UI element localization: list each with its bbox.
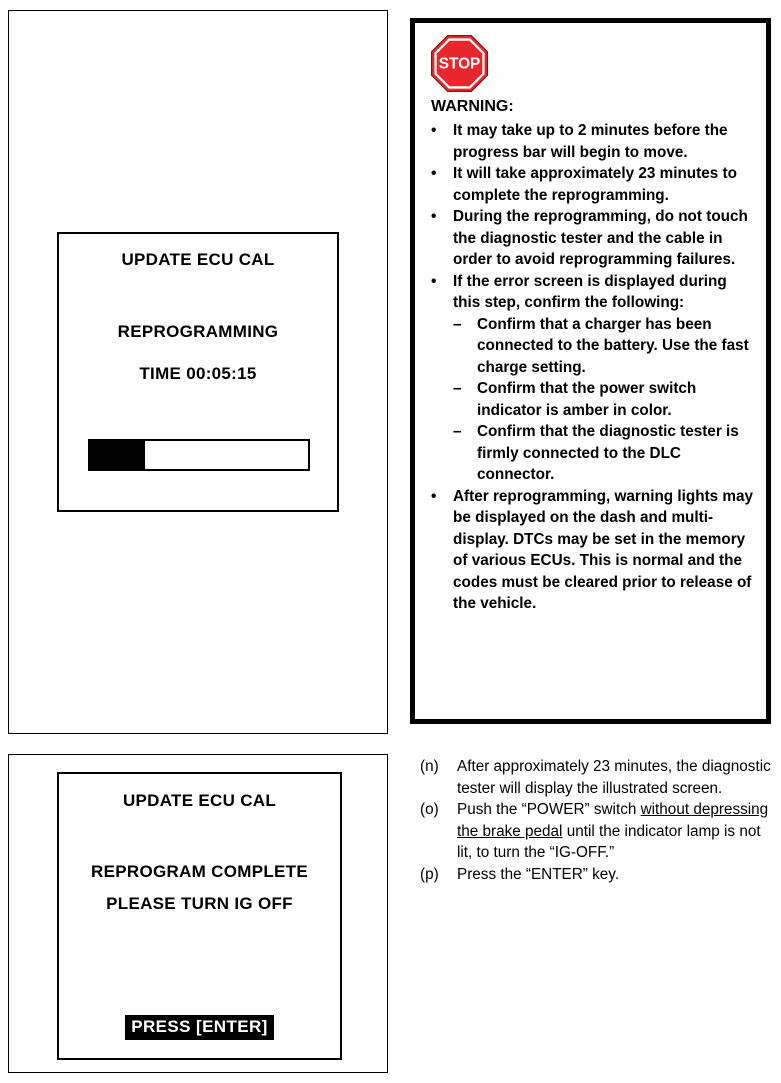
tester-screen-complete xyxy=(57,772,342,1060)
warning-bullet-text: It may take up to 2 minutes before the progress bar will begin to move. xyxy=(453,122,728,161)
screen2-line1: REPROGRAM COMPLETE xyxy=(91,862,308,881)
warning-box xyxy=(410,18,771,724)
tester-screen-reprogramming xyxy=(57,232,339,512)
bullet-marker: • xyxy=(431,272,437,290)
bullet-marker: • xyxy=(431,165,437,182)
warning-subitem xyxy=(453,314,758,379)
step-n xyxy=(420,756,772,799)
dash-marker: – xyxy=(453,423,462,440)
screen1-time: TIME 00:05:15 xyxy=(139,364,257,383)
warning-bullet-text: It will take approximately 23 minutes to complete the reprogramming. xyxy=(453,165,737,204)
bullet-marker: • xyxy=(431,122,437,139)
warning-subitem-text: Confirm that a charger has been connected to the battery. Use the fast charge setting. xyxy=(477,315,749,376)
step-label: (n) xyxy=(420,758,439,775)
stop-sign-label: STOP xyxy=(438,55,481,73)
bullet-marker: • xyxy=(431,487,437,505)
warning-bullet-text: If the error screen is displayed during this step, confirm the following: xyxy=(453,272,727,311)
step-text-pre: Push the “POWER” switch xyxy=(457,801,641,818)
screen1-title: UPDATE ECU CAL xyxy=(121,250,275,269)
warning-bullet xyxy=(431,486,758,615)
step-text: After approximately 23 minutes, the diagnostic tester will display the illustrated screen. xyxy=(457,758,771,797)
warning-subitem xyxy=(453,378,758,421)
procedure-steps xyxy=(420,756,772,885)
bullet-marker: • xyxy=(431,208,437,225)
illustration-frame-complete xyxy=(8,754,388,1073)
illustration-frame-reprogramming xyxy=(8,10,388,734)
warning-bullet xyxy=(431,206,758,271)
step-o xyxy=(420,799,772,864)
warning-bullet-text: During the reprogramming, do not touch the diagnostic tester and the cable in order to avoid reprogramming failures. xyxy=(453,208,748,268)
press-enter-label: PRESS [ENTER] xyxy=(125,1015,274,1040)
step-text: Press the “ENTER” key. xyxy=(457,865,620,883)
warning-bullet xyxy=(431,163,758,206)
screen1-status: REPROGRAMMING xyxy=(117,322,279,341)
warning-subitem-text: Confirm that the power switch indicator is amber in color. xyxy=(477,380,697,419)
stop-sign-icon xyxy=(431,35,488,92)
step-text-underlined: without depressing the brake pedal xyxy=(457,801,769,840)
warning-bullet xyxy=(431,120,758,163)
warning-heading: WARNING: xyxy=(431,98,514,115)
screen2-title: UPDATE ECU CAL xyxy=(122,791,277,810)
step-text xyxy=(457,799,772,864)
dash-marker: – xyxy=(453,380,462,397)
step-p xyxy=(420,864,772,886)
progress-bar xyxy=(88,439,310,471)
press-enter-prompt xyxy=(59,1015,340,1040)
warning-subitem-text: Confirm that the diagnostic tester is firmly connected to the DLC connector. xyxy=(477,423,739,483)
warning-bullet-text: After reprogramming, warning lights may be displayed on the dash and multi-display. DTCs may be set in the memory of various ECUs. This is normal and the codes must be cleared prior to release of the vehicle. xyxy=(453,487,754,612)
progress-fill xyxy=(90,441,145,469)
dash-marker: – xyxy=(453,315,462,333)
warning-subitem xyxy=(453,421,758,486)
warning-bullet xyxy=(431,271,758,314)
step-label: (p) xyxy=(420,865,439,883)
screen2-line2: PLEASE TURN IG OFF xyxy=(106,894,293,913)
step-label: (o) xyxy=(420,801,439,818)
step-text-post: until the indicator lamp is not lit, to turn the “IG-OFF.” xyxy=(457,822,761,861)
